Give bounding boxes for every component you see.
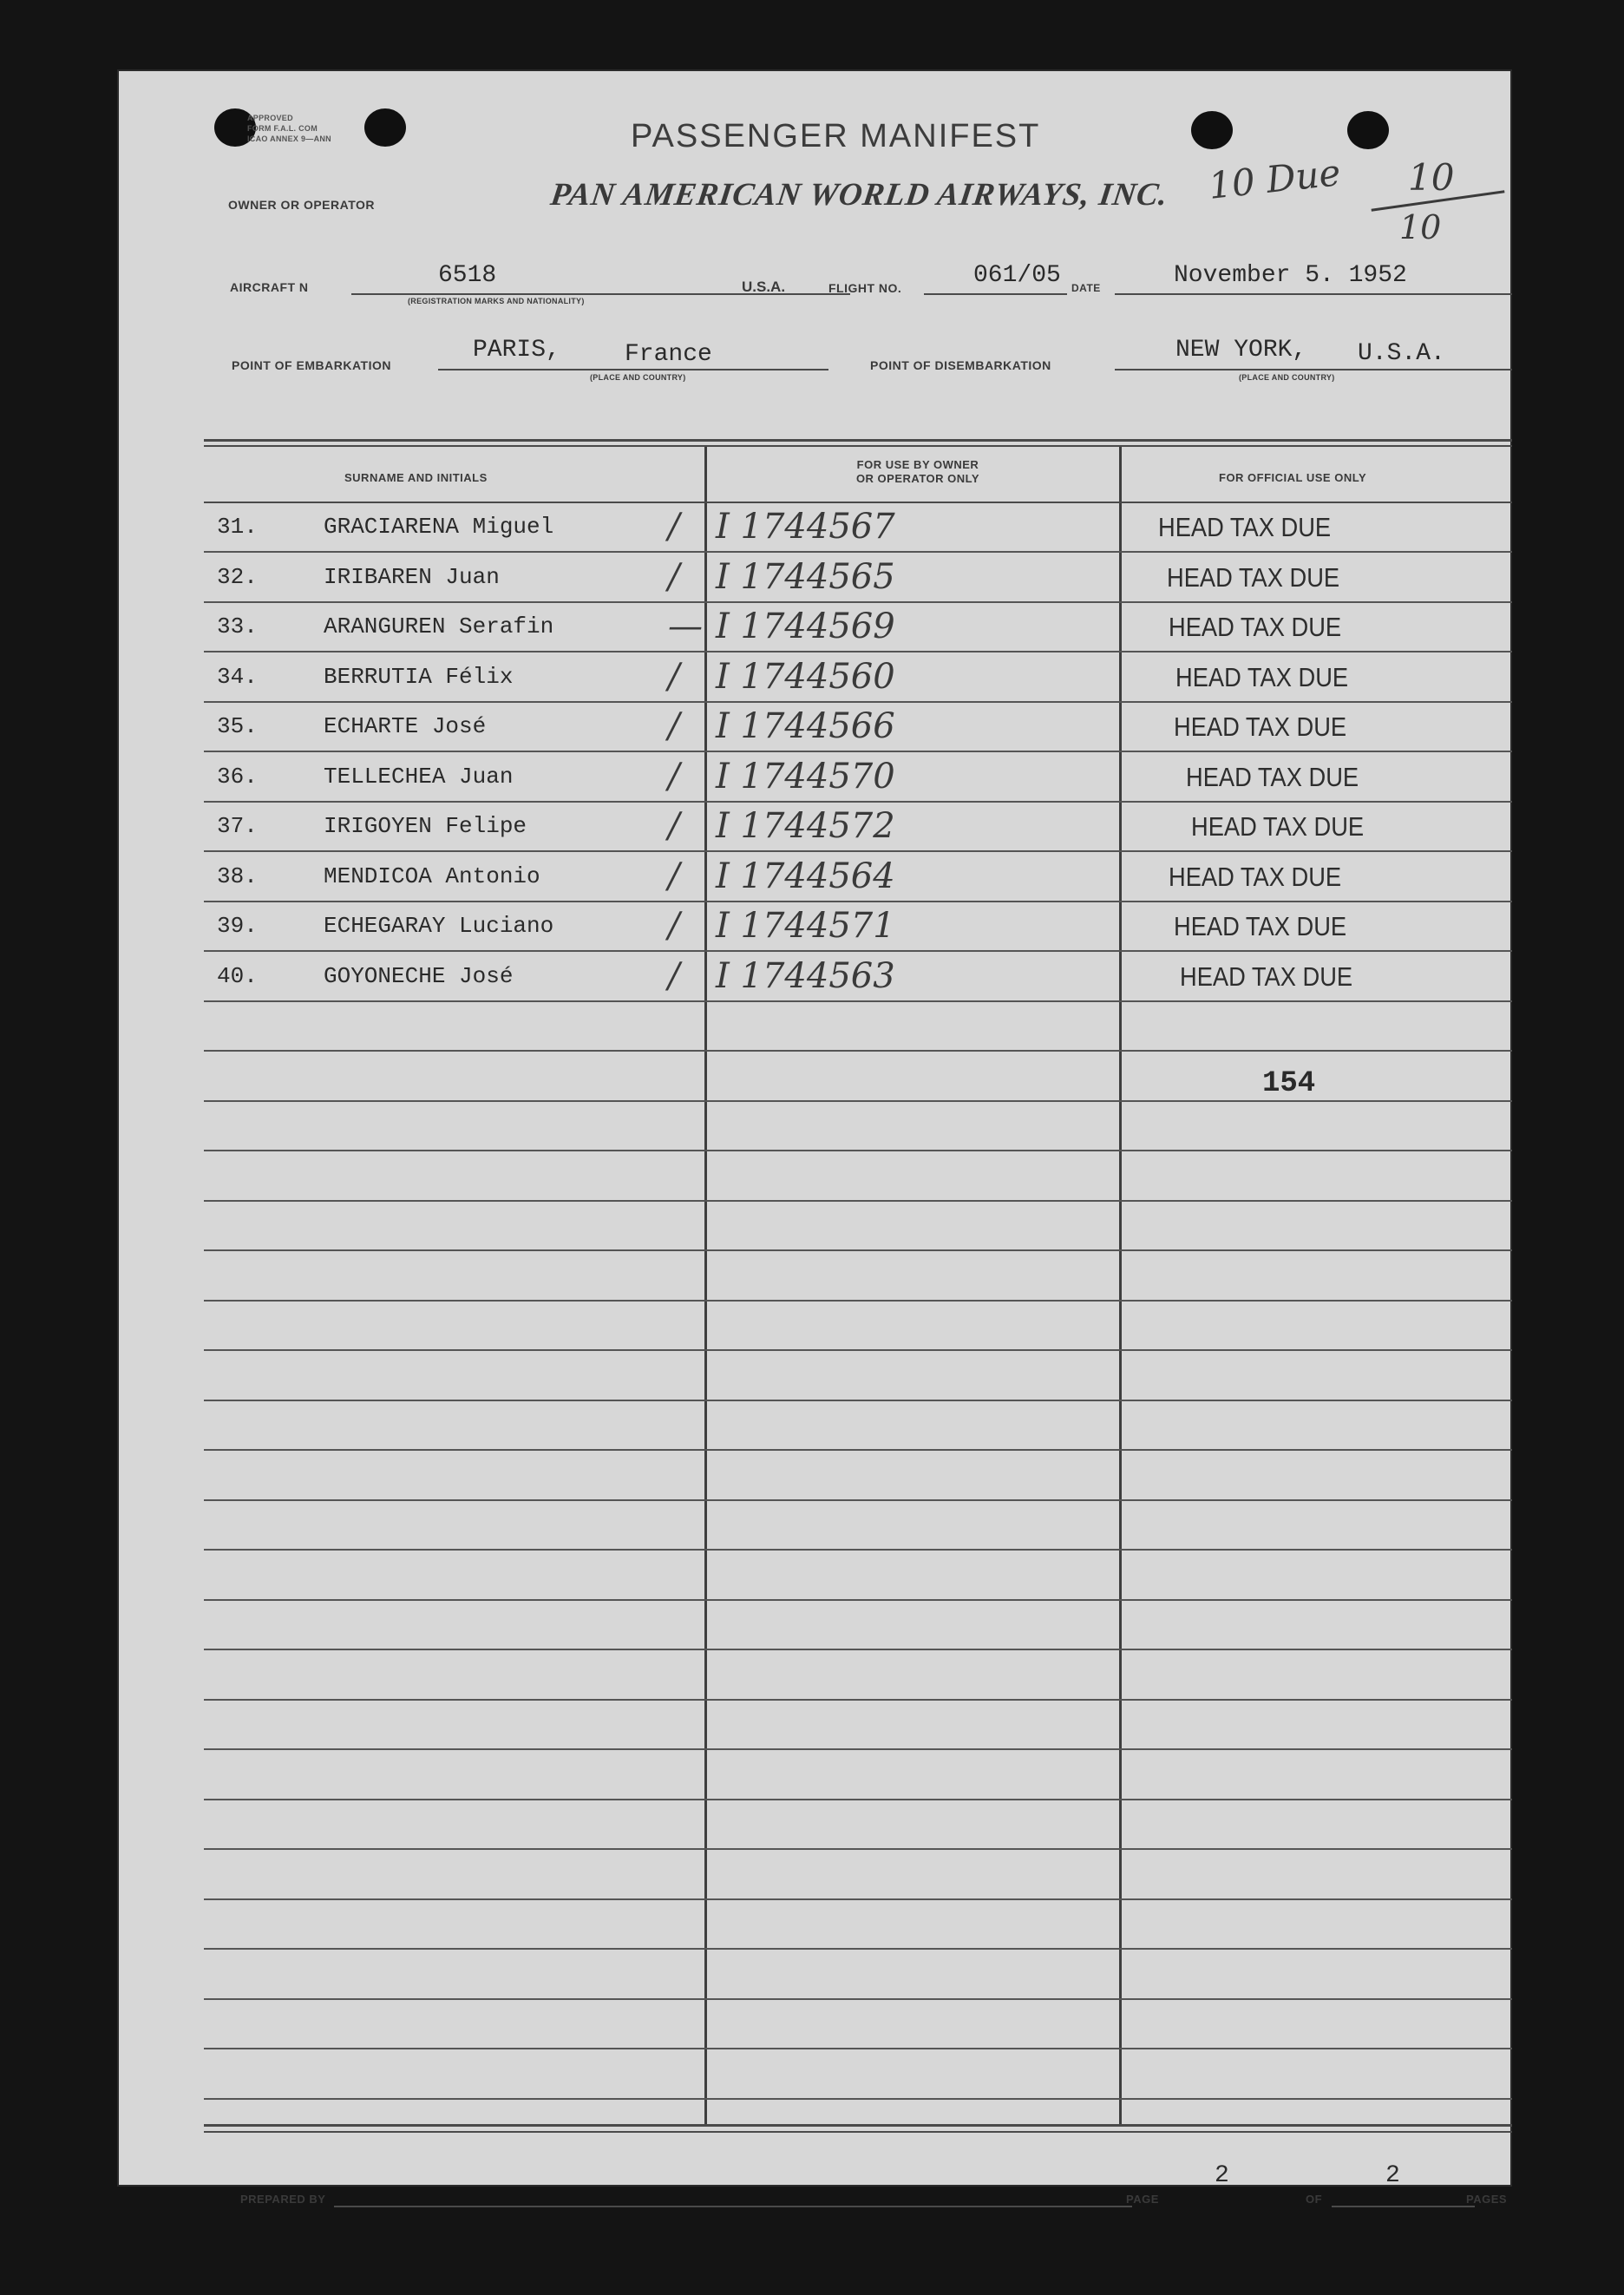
head-tax-status: HEAD TAX DUE xyxy=(1169,612,1342,642)
ticket-number: I 1744569 xyxy=(716,607,895,646)
passenger-name: ECHEGARAY Luciano xyxy=(324,913,554,939)
passenger-name: MENDICOA Antonio xyxy=(324,862,540,889)
table-row xyxy=(204,503,1512,553)
ticket-number: I 1744560 xyxy=(716,656,895,697)
check-mark: / xyxy=(668,706,680,746)
disembark-country: U.S.A. xyxy=(1358,340,1445,367)
blank-row xyxy=(204,1401,1512,1451)
of-underline xyxy=(1332,2206,1475,2207)
passenger-number: 37. xyxy=(217,813,258,839)
flight-label: FLIGHT NO. xyxy=(828,281,902,295)
passenger-number: 40. xyxy=(217,962,258,989)
embark-city: PARIS, xyxy=(473,337,560,364)
owner-use-header xyxy=(792,458,1044,486)
passenger-number: 36. xyxy=(217,763,258,790)
blank-row xyxy=(204,1701,1512,1750)
check-mark: / xyxy=(668,856,680,896)
flight-date: November 5. 1952 xyxy=(1174,262,1407,289)
prepared-label: PREPARED BY xyxy=(240,2193,326,2206)
passenger-number: 32. xyxy=(217,563,258,590)
blank-row xyxy=(204,1052,1512,1102)
manifest-page xyxy=(117,69,1512,2206)
head-tax-status: HEAD TAX DUE xyxy=(1180,961,1353,992)
table-row xyxy=(204,902,1512,952)
passenger-name: IRIGOYEN Felipe xyxy=(324,813,527,839)
table-row xyxy=(204,703,1512,752)
blank-row xyxy=(204,1002,1512,1052)
blank-row xyxy=(204,1352,1512,1401)
check-mark: / xyxy=(668,656,680,697)
head-tax-status: HEAD TAX DUE xyxy=(1174,711,1347,742)
disembark-underline xyxy=(1115,369,1512,370)
approved-stamp xyxy=(247,113,331,144)
table-row xyxy=(204,653,1512,703)
ticket-number: I 1744567 xyxy=(716,507,895,547)
table-top-rule xyxy=(204,439,1512,442)
blank-row xyxy=(204,1252,1512,1302)
blank-row xyxy=(204,2000,1512,2049)
passenger-name: BERRUTIA Félix xyxy=(324,663,514,690)
ticket-number: I 1744572 xyxy=(716,806,895,846)
passenger-number: 35. xyxy=(217,713,258,739)
check-mark: / xyxy=(668,906,680,946)
blank-row xyxy=(204,1452,1512,1501)
passenger-name: GOYONECHE José xyxy=(324,962,514,989)
passenger-number: 31. xyxy=(217,514,258,540)
ticket-number: I 1744565 xyxy=(716,556,895,597)
stamp-line: FORM F.A.L. COM xyxy=(247,124,318,133)
table-row xyxy=(204,753,1512,803)
owner-use-header-line: OR OPERATOR ONLY xyxy=(855,472,980,485)
embark-country: France xyxy=(625,341,712,368)
check-mark: / xyxy=(668,756,680,797)
stamp-line: APPROVED xyxy=(247,114,293,122)
blank-row xyxy=(204,1900,1512,1950)
embark-underline xyxy=(438,369,828,370)
row-rule xyxy=(204,2098,1512,2100)
ticket-number: I 1744570 xyxy=(716,756,895,797)
head-tax-status: HEAD TAX DUE xyxy=(1186,761,1359,792)
table-row xyxy=(204,853,1512,902)
blank-row xyxy=(204,1202,1512,1251)
passenger-name: ECHARTE José xyxy=(324,713,487,739)
check-mark: / xyxy=(668,955,680,996)
date-underline xyxy=(1115,293,1512,295)
blank-row xyxy=(204,1751,1512,1800)
date-label: DATE xyxy=(1071,282,1101,294)
stamp-line: ICAO ANNEX 9—ANN xyxy=(247,134,331,143)
head-tax-status: HEAD TAX DUE xyxy=(1175,661,1349,692)
blank-row xyxy=(204,1951,1512,2000)
disembark-label: POINT OF DISEMBARKATION xyxy=(870,358,1051,372)
blank-row xyxy=(204,1601,1512,1650)
head-tax-status: HEAD TAX DUE xyxy=(1169,861,1342,892)
aircraft-label: AIRCRAFT N xyxy=(230,280,309,294)
page-number: 2 xyxy=(1215,2162,1229,2189)
check-mark: / xyxy=(668,507,680,547)
usa-label: U.S.A. xyxy=(742,279,786,295)
passenger-name: GRACIARENA Miguel xyxy=(324,514,554,540)
head-tax-status: HEAD TAX DUE xyxy=(1174,911,1347,941)
check-mark: / xyxy=(668,556,680,597)
blank-row xyxy=(204,1501,1512,1551)
check-mark: — xyxy=(668,607,703,646)
registration-caption: (REGISTRATION MARKS AND NATIONALITY) xyxy=(408,297,585,305)
table-bottom-rule xyxy=(204,2124,1512,2127)
flight-number: 061/05 xyxy=(973,262,1061,289)
blank-row xyxy=(204,1800,1512,1850)
passenger-name: TELLECHEA Juan xyxy=(324,763,514,790)
blank-row xyxy=(204,1302,1512,1351)
passenger-number: 39. xyxy=(217,913,258,939)
check-mark: / xyxy=(668,806,680,846)
of-label: OF xyxy=(1306,2193,1323,2206)
disembark-city: NEW YORK, xyxy=(1175,337,1307,364)
table-top-rule xyxy=(204,445,1512,447)
owner-use-header-line: FOR USE BY OWNER xyxy=(856,458,979,471)
blank-row xyxy=(204,1152,1512,1202)
flight-underline xyxy=(924,293,1067,295)
head-tax-status: HEAD TAX DUE xyxy=(1167,561,1340,593)
ticket-number: I 1744564 xyxy=(716,856,895,896)
embark-label: POINT OF EMBARKATION xyxy=(232,358,391,372)
table-row xyxy=(204,603,1512,652)
handwritten-note: 10 Due xyxy=(1206,151,1343,207)
head-tax-status: HEAD TAX DUE xyxy=(1191,811,1365,842)
surname-header: SURNAME AND INITIALS xyxy=(344,471,488,484)
ticket-number: I 1744563 xyxy=(716,955,895,996)
prepared-underline xyxy=(334,2206,1132,2207)
total-pages: 2 xyxy=(1385,2162,1400,2189)
pages-label: PAGES xyxy=(1466,2193,1508,2206)
passenger-number: 33. xyxy=(217,613,258,639)
blank-row xyxy=(204,1551,1512,1601)
punch-hole xyxy=(364,108,406,147)
aircraft-number: 6518 xyxy=(438,262,497,289)
page-label: PAGE xyxy=(1126,2193,1159,2206)
blank-row xyxy=(204,2050,1512,2100)
blank-row xyxy=(204,1651,1512,1701)
passenger-number: 38. xyxy=(217,862,258,889)
blank-row xyxy=(204,1851,1512,1900)
passenger-number: 34. xyxy=(217,663,258,690)
official-header: FOR OFFICIAL USE ONLY xyxy=(1219,471,1367,484)
page-title: PASSENGER MANIFEST xyxy=(631,118,1041,154)
fraction-bottom: 10 xyxy=(1399,208,1442,246)
ticket-number: I 1744571 xyxy=(716,906,895,946)
ticket-number: I 1744566 xyxy=(716,706,895,746)
passenger-name: IRIBAREN Juan xyxy=(324,563,500,590)
head-tax-status: HEAD TAX DUE xyxy=(1158,512,1332,542)
punch-hole xyxy=(1347,111,1389,149)
operator-name: PAN AMERICAN WORLD AIRWAYS, INC. xyxy=(548,177,1171,213)
embark-caption: (PLACE AND COUNTRY) xyxy=(590,373,686,382)
table-row xyxy=(204,953,1512,1002)
fraction-top: 10 xyxy=(1408,156,1455,199)
blank-row xyxy=(204,1102,1512,1151)
disembark-caption: (PLACE AND COUNTRY) xyxy=(1239,373,1335,382)
owner-label: OWNER OR OPERATOR xyxy=(228,198,375,212)
official-number: 154 xyxy=(1262,1067,1316,1100)
table-bottom-rule xyxy=(204,2131,1512,2133)
table-row xyxy=(204,554,1512,603)
table-row xyxy=(204,803,1512,852)
punch-hole xyxy=(1191,111,1233,149)
passenger-name: ARANGUREN Serafin xyxy=(324,613,554,639)
